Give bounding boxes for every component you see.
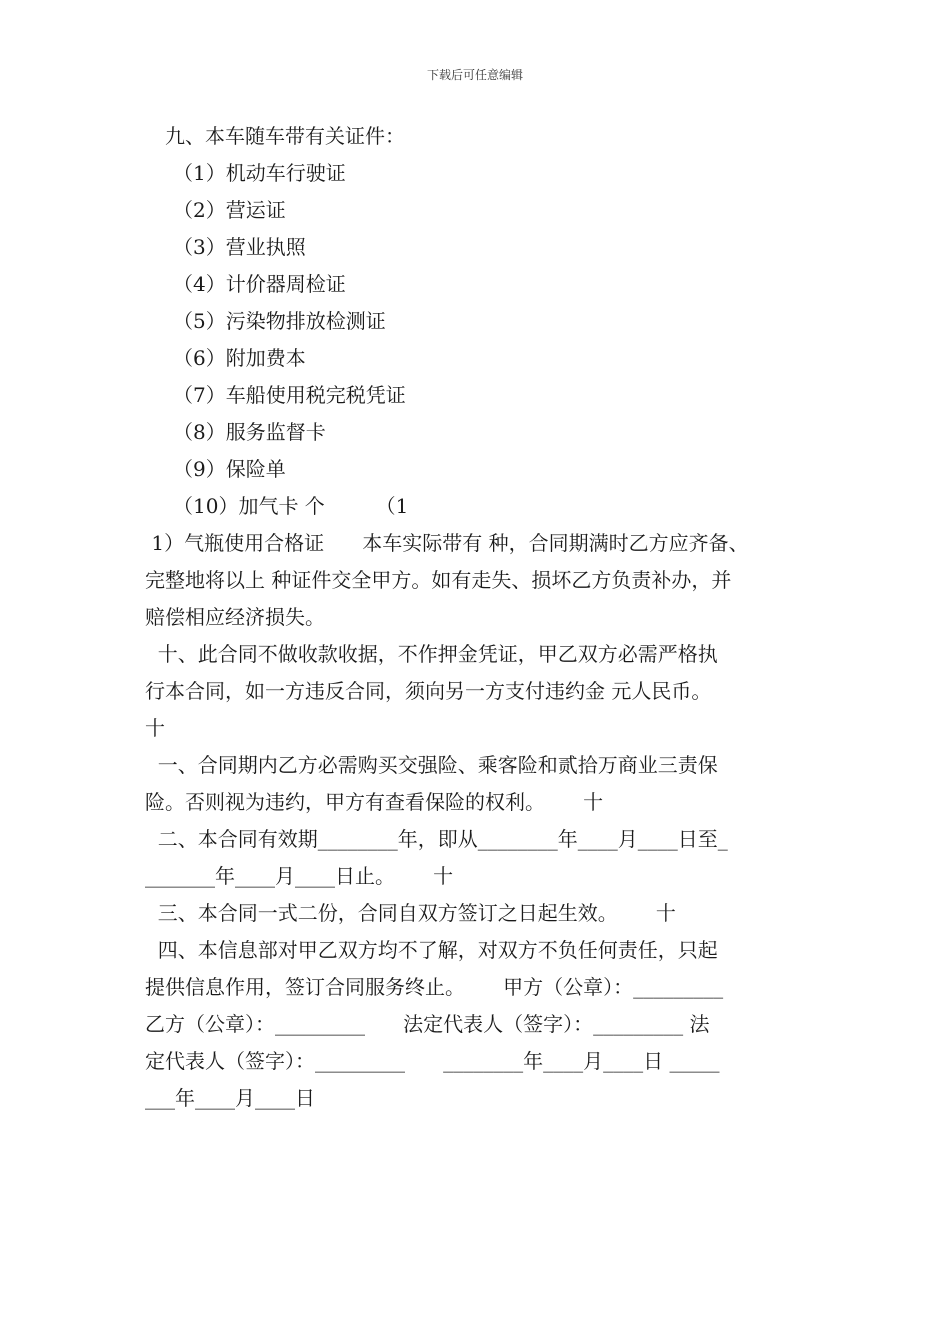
list-item: （8）服务监督卡 — [173, 420, 326, 444]
page-header: 下载后可任意编辑 — [426, 68, 523, 82]
body-line: 1）气瓶使用合格证 本车实际带有 种，合同期满时乙方应齐备、 — [145, 531, 749, 555]
body-line: 完整地将以上 种证件交全甲方。如有走失、损坏乙方负责补办，并 — [145, 568, 732, 592]
list-item: （5）污染物排放检测证 — [173, 309, 386, 333]
signature-line: 乙方（公章）：_________ 法定代表人（签字）：_________ 法 — [145, 1012, 710, 1036]
clause-14: 四、本信息部对甲乙双方均不了解，对双方不负任何责任，只起 — [145, 938, 718, 962]
body-line: 赔偿相应经济损失。 — [145, 605, 325, 629]
list-item: （3）营业执照 — [173, 235, 306, 259]
body-line: 行本合同，如一方违反合同，须向另一方支付违约金 元人民币。 — [145, 679, 712, 703]
body-line: 十 — [145, 716, 165, 740]
contract-body — [145, 118, 811, 1117]
list-item: （2）营运证 — [173, 198, 286, 222]
list-item: （4）计价器周检证 — [173, 272, 346, 296]
clause-12: 二、本合同有效期________年，即从________年____月____日至_ — [145, 827, 728, 851]
list-item: （9）保险单 — [173, 457, 286, 481]
list-item: （7）车船使用税完税凭证 — [173, 383, 406, 407]
clause-13: 三、本合同一式二份，合同自双方签订之日起生效。 十 — [145, 901, 676, 925]
body-line: 险。否则视为违约，甲方有查看保险的权利。 十 — [145, 790, 604, 814]
clause-9-title: 九、本车随车带有关证件： — [165, 124, 405, 148]
clause-11: 一、合同期内乙方必需购买交强险、乘客险和贰拾万商业三责保 — [145, 753, 718, 777]
body-line: 提供信息作用，签订合同服务终止。 甲方（公章）：_________ — [145, 975, 724, 999]
clause-10: 十、此合同不做收款收据，不作押金凭证，甲乙双方必需严格执 — [145, 642, 718, 666]
signature-line: 定代表人（签字）：_________ ________年____月____日 _____ — [145, 1049, 720, 1073]
list-item: （10）加气卡 个 （1 — [173, 494, 409, 518]
body-line: _______年____月____日止。 十 — [145, 864, 454, 888]
signature-line: ___年____月____日 — [145, 1086, 315, 1110]
list-item: （1）机动车行驶证 — [173, 161, 346, 185]
list-item: （6）附加费本 — [173, 346, 306, 370]
